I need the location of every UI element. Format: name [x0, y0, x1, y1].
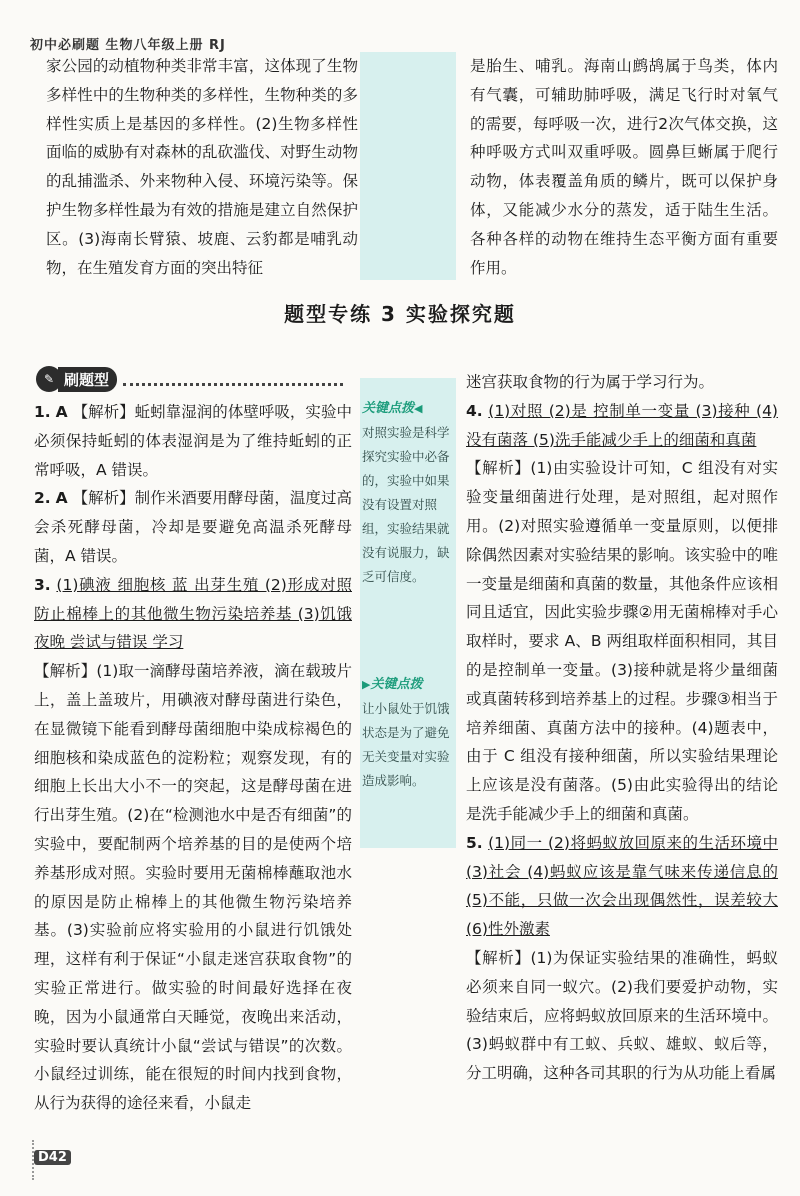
answer-item-5 — [466, 829, 778, 1088]
item-explanation: 【解析】蚯蚓靠湿润的体壁呼吸，实验中必须保持蚯蚓的体表湿润是为了维持蚯蚓的正常呼吸，A 错误。 — [34, 403, 352, 479]
page-number: D42 — [34, 1150, 71, 1165]
item-explanation: 【解析】(1)由实验设计可知，C 组没有对实验变量细菌进行处理，是对照组，起对照作用。(2)对照实验遵循单一变量原则，以便排除偶然因素对实验结果的影响。该实验中的唯一变量是细菌和真菌的数量，其他条件应该相同且适宜，因此实验步骤②用无菌棉棒对手心取样时，要求 A、B 两组取样面积相同，其目的是控制单一变量。(3)接种就是将少量细菌或真菌转移到培养基上的过程。步骤③相当于培养细菌、真菌方法中的接种。(4)题表中，由于 C 组没有接种细菌，所以实验结果理论上应该是没有菌落。(5)由此实验得出的结论是洗手能减少手上的细菌和真菌。 — [466, 459, 778, 823]
arrow-left-icon: ◀ — [414, 402, 423, 415]
tip-box-2 — [362, 672, 458, 793]
left-answer-column — [34, 398, 352, 1118]
item-answer: A — [55, 403, 68, 421]
running-header: 初中必刷题 生物八年级上册 RJ — [30, 38, 226, 53]
item-number: 4. — [466, 401, 483, 420]
answer-item-4 — [466, 397, 778, 829]
top-left-text: 家公园的动植物种类非常丰富，这体现了生物多样性中的生物种类的多样性，生物种类的多样性实质上是基因的多样性。(2)生物多样性面临的威胁有对森林的乱砍滥伐、对野生动物的乱捕滥杀、外来物种入侵、环境污染等。保护生物多样性最为有效的措施是建立自然保护区。(3)海南长臂猿、坡鹿、云豹都是哺乳动物，在生殖发育方面的突出特征 — [46, 57, 358, 277]
tip-box-1 — [362, 396, 458, 589]
item-number: 3. — [34, 575, 51, 594]
section-title: 题型专练 3 实验探究题 — [284, 302, 516, 326]
item-explanation: 【解析】(1)取一滴酵母菌培养液，滴在载玻片上，盖上盖玻片，用碘液对酵母菌进行染色，在显微镜下能看到酵母菌细胞中染成棕褐色的细胞核和染成蓝色的淀粉粒；观察发现，有的细胞上长出大小不一的突起，这是酵母菌在进行出芽生殖。(2)在“检测池水中是否有细菌”的实验中，要配制两个培养基的目的是使两个培养基形成对照。实验时要用无菌棉棒蘸取池水的原因是防止棉棒上的其他微生物污染培养基。(3)实验前应将实验用的小鼠进行饥饿处理，这样有利于保证“小鼠走迷宫获取食物”的实验正常进行。做实验的时间最好选择在夜晚，因为小鼠通常白天睡觉，夜晚出来活动，实验时要认真统计小鼠“尝试与错误”的次数。小鼠经过训练，能在很短的时间内找到食物，从行为获得的途径来看，小鼠走 — [34, 662, 352, 1113]
item-answer: (1)碘液 细胞核 蓝 出芽生殖 (2)形成对照 防止棉棒上的其他微生物污染培养基 (3)饥饿 夜晚 尝试与错误 学习 — [34, 575, 352, 652]
page-corner-dots — [0, 1140, 34, 1180]
badge-label: 刷题型 — [58, 367, 117, 392]
sidebar-strip-top — [360, 52, 456, 280]
tip-text: 让小鼠处于饥饿状态是为了避免无关变量对实验造成影响。 — [362, 701, 450, 788]
answer-item-2 — [34, 484, 352, 570]
item-answer: (1)同一 (2)将蚂蚁放回原来的生活环境中 (3)社会 (4)蚂蚁应该是靠气味来传递信息的 (5)不能，只做一次会出现偶然性，误差较大 (6)性外激素 — [466, 833, 778, 939]
pencil-icon: ✎ — [36, 366, 62, 392]
right-answer-column — [466, 368, 778, 1088]
item-number: 2. — [34, 489, 51, 508]
top-left-column — [46, 52, 358, 282]
item-answer: A — [55, 489, 68, 508]
right-lead-text: 迷宫获取食物的行为属于学习行为。 — [466, 373, 715, 391]
item-number: 1. — [34, 403, 51, 421]
item-explanation: 【解析】(1)为保证实验结果的准确性，蚂蚁必须来自同一蚁穴。(2)我们要爱护动物，实验结束后，应将蚂蚁放回原来的生活环境中。(3)蚂蚁群中有工蚁、兵蚁、雄蚁、蚁后等，分工明确，这种各司其职的行为从功能上看属 — [466, 948, 778, 1083]
dotted-rule — [123, 373, 343, 386]
practice-badge — [36, 366, 343, 392]
answer-item-1 — [34, 398, 352, 484]
tip-text: 对照实验是科学探究实验中必备的，实验中如果没有设置对照组，实验结果就没有说服力，缺乏可信度。 — [362, 425, 450, 584]
item-answer: (1)对照 (2)是 控制单一变量 (3)接种 (4)没有菌落 (5)洗手能减少手上的细菌和真菌 — [466, 401, 778, 449]
item-number: 5. — [466, 833, 483, 852]
top-right-column — [470, 52, 778, 282]
top-right-text: 是胎生、哺乳。海南山鹧鸪属于鸟类，体内有气囊，可辅助肺呼吸，满足飞行时对氧气的需要，每呼吸一次，进行2次气体交换，这种呼吸方式叫双重呼吸。圆鼻巨蜥属于爬行动物，体表覆盖角质的鳞片，既可以保护身体，又能减少水分的蒸发，适于陆生生活。各种各样的动物在维持生态平衡方面有重要作用。 — [470, 57, 778, 277]
tip-title: ▶关键点拨 — [362, 677, 423, 692]
answer-item-3 — [34, 571, 352, 1118]
arrow-right-icon: ▶ — [362, 678, 371, 691]
item-explanation: 【解析】制作米酒要用酵母菌，温度过高会杀死酵母菌，冷却是要避免高温杀死酵母菌，A 错误。 — [34, 489, 352, 565]
tip-title: 关键点拨◀ — [362, 401, 423, 416]
